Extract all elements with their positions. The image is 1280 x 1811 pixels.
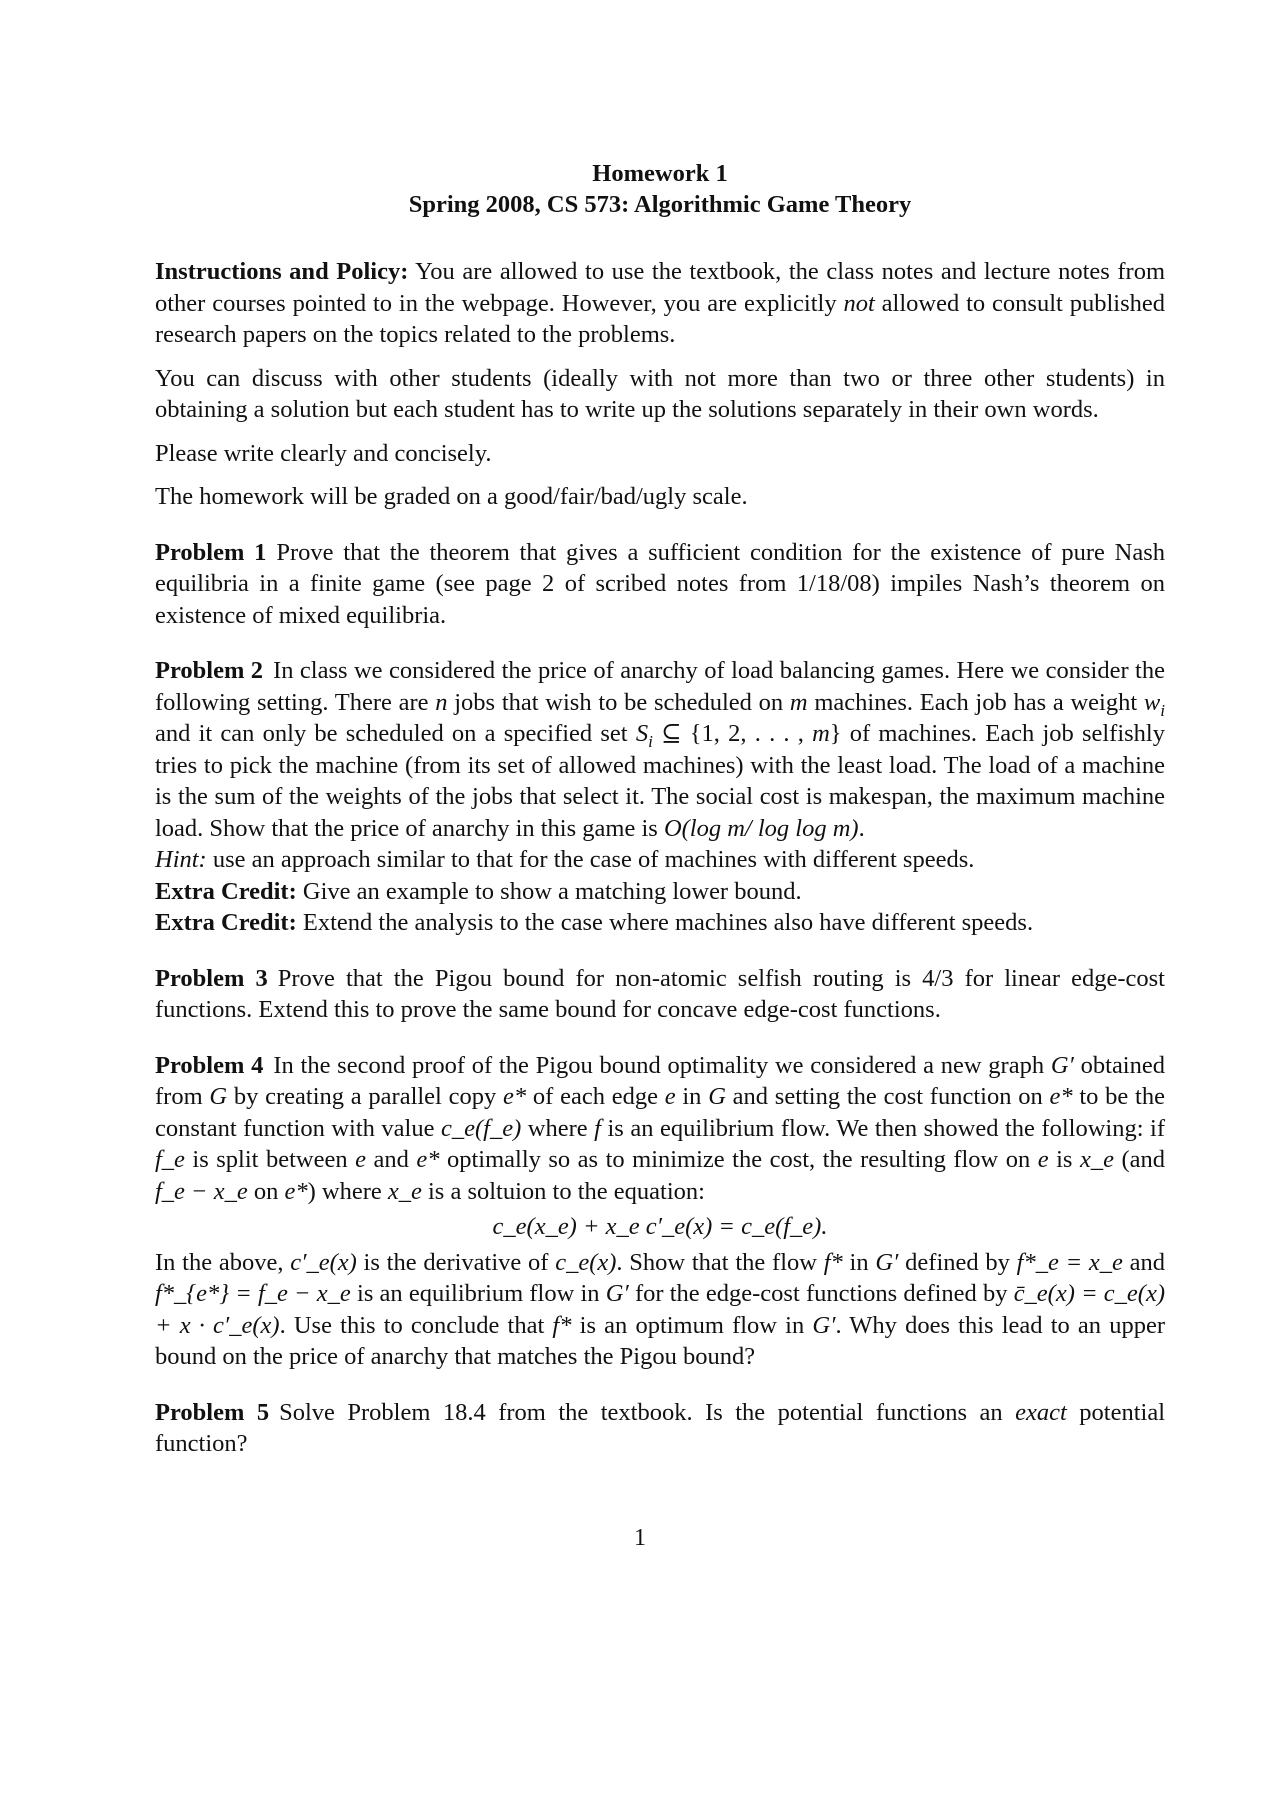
emphasis-exact: exact — [1015, 1398, 1067, 1426]
extra-credit-1: Extra Credit: Give an example to show a matching lower bound. — [155, 877, 802, 905]
problem-4: Problem 4 In the second proof of the Pigou bound optimality we considered a new graph G′ obtained from G by creating a parallel copy e* of each edge e in G and setting the cost function on e* to be the constant function with value c_e(f_e) where f is an equilibrium flow. We then showed the following: if f_e is split between e and e* optimally so as to minimize the cost, the resulting flow on e is x_e (and f_e − x_e on e*) where x_e is a soltuion to the equation: c_e(x_e) + x_e c′_e(x) = c_e(f_e). In the above, c′_e(x) is the derivative of c_e(x). Show that the flow f* in G′ defined by f*_e = x_e and f*_{e*} = f_e − x_e is an equilibrium flow in G′ for the edge-cost functions defined by c̄_e(x) = c_e(x) + x · c′_e(x). Use this to conclude that f* is an optimum flow in G′. Why does this lead to an upper bound on the price of anarchy that matches the Pigou bound? — [155, 1051, 1166, 1370]
problem-5: Problem 5 Solve Problem 18.4 from the textbook. Is the potential functions an exact potential function? — [155, 1398, 1165, 1457]
instructions-label: Instructions and Policy: — [155, 258, 409, 285]
math-bound: O(log m/ log log m) — [663, 814, 859, 842]
instructions-section — [155, 256, 1165, 513]
problem-3: Problem 3 Prove that the Pigou bound for non-atomic selfish routing is 4/3 for linear edge-cost functions. Extend this to prove the same bound for concave edge-cost functions. — [155, 964, 1165, 1023]
problem-1 — [155, 537, 1165, 632]
document-header — [155, 158, 1165, 220]
math-m: m — [789, 688, 808, 716]
math-w: w — [1143, 688, 1161, 716]
problem-label: Problem 1 — [155, 538, 267, 566]
document-subtitle: Spring 2008, CS 573: Algorithmic Game Theory — [408, 191, 912, 218]
instructions-paragraph-4: The homework will be graded on a good/fair/bad/ugly scale. — [155, 483, 748, 510]
math-ratio: 4/3 — [922, 964, 954, 992]
problem-2: Problem 2 In class we considered the price of anarchy of load balancing games. Here we consider the following setting. There are n jobs that wish to be scheduled on m machines. Each job has a weight $w_i$ and it can only be scheduled on a specified set $S_i$ ⊆ {1, 2, . . . , m} of machines. Each job selfishly tries to pick the machine (from its set of allowed machines) with the least load. The load of a machine is the sum of the weights of the jobs that select it. The social cost is makespan, the maximum machine load. Show that the price of anarchy in this game is O(log m/ log log m). Hint: use an approach similar to that for the case of machines with different speeds. Extra Credit: Give an example to show a matching lower bound. Extra Credit: Extend the analysis to the case where machines also have different speeds. — [155, 655, 1165, 939]
problem-text: Prove that the theorem that gives a sufficient condition for the existence of pure Nash equilibria in a finite game (see page 2 of scribed notes from 1/18/08) impiles Nash’s theorem on existence of mixed equilibria. — [155, 538, 1165, 629]
math-S: S — [635, 720, 649, 747]
page-number: 1 — [634, 1525, 646, 1551]
math-n: n — [435, 688, 448, 716]
instructions-paragraph-3: Please write clearly and concisely. — [155, 439, 492, 467]
problem-label: Problem 3 — [155, 964, 268, 992]
extra-credit-2: Extra Credit: Extend the analysis to the case where machines also have different speeds. — [155, 909, 1034, 936]
instructions-paragraph-2: You can discuss with other students (ideally with not more than two or three other students) in obtaining a solution but each student has to write up the solutions separately in their own words. — [155, 364, 1165, 423]
emphasis-not: not — [843, 289, 875, 317]
hint-label: Hint: — [155, 846, 207, 873]
equation: c_e(x_e) + x_e c′_e(x) = c_e(f_e). — [492, 1213, 828, 1240]
instructions-paragraph-1: Instructions and Policy: You are allowed to use the textbook, the class notes and lecture notes from other courses pointed to in the webpage. However, you are explicitly not allowed to consult published research papers on the topics related to the problems. — [155, 258, 1166, 348]
hint-line: Hint: use an approach similar to that for the case of machines with different speeds. — [155, 846, 975, 873]
document-page — [155, 158, 1165, 1484]
problem-label: Problem 2 — [155, 657, 264, 684]
problem-label: Problem 5 — [155, 1398, 270, 1426]
problem-label: Problem 4 — [155, 1051, 264, 1079]
document-title: Homework 1 — [592, 160, 728, 187]
